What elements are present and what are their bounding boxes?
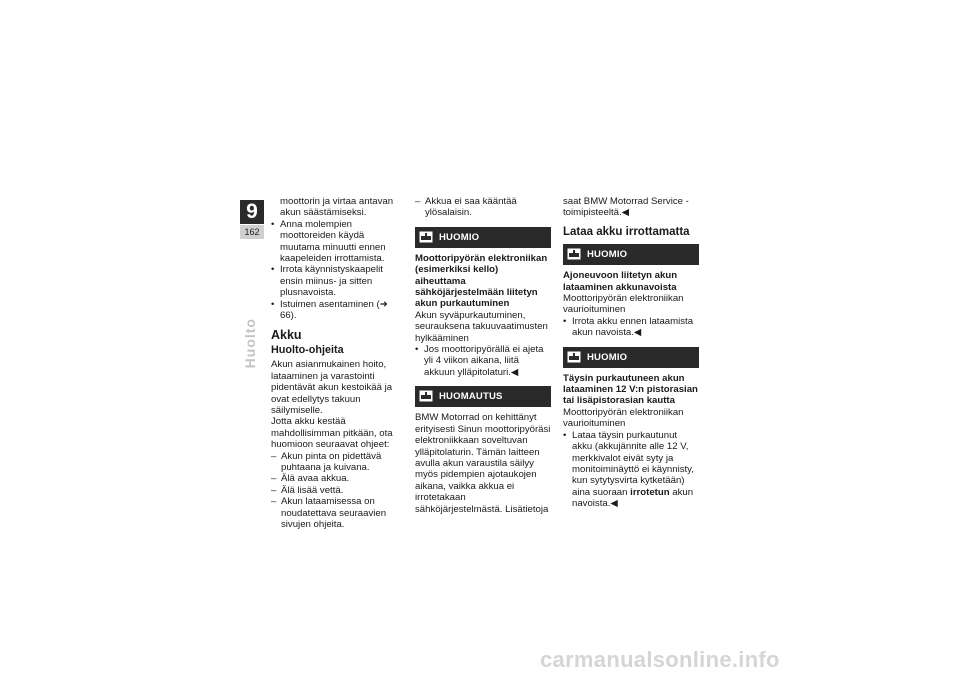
hand-pointer-icon [567, 351, 581, 363]
column-2 [415, 196, 551, 515]
page-number: 162 [240, 225, 264, 239]
list-item [563, 430, 699, 510]
notice-bar [563, 347, 699, 368]
notice-bar [415, 227, 551, 248]
hand-pointer-icon [567, 248, 581, 260]
hand-pointer-icon [419, 390, 433, 402]
list-item: • Irrota akku ennen lataamista akun navoista.◀ [563, 316, 699, 339]
list-item: – Akkua ei saa kääntää ylösalaisin. [415, 196, 551, 219]
section-heading: Akku [271, 328, 302, 343]
continued-text: saat BMW Motorrad Service -toimipisteeltä.◀ [563, 196, 689, 219]
notice-label: HUOMIO [587, 249, 628, 261]
paragraph: Akun asianmukainen hoito, lataaminen ja varastointi pidentävät akun kestoikää ja ovat edellytys takuun säilymiselle. [271, 359, 393, 416]
subsection-heading: Huolto-ohjeita [271, 343, 344, 356]
notice-label: HUOMIO [439, 231, 480, 243]
hand-pointer-icon [419, 231, 433, 243]
notice-label: HUOMAUTUS [439, 391, 503, 403]
notice-text: Moottoripyörän elektroniikan vaurioituminen [563, 406, 684, 430]
section-heading: Lataa akku irrottamatta [563, 225, 690, 238]
notice-label: HUOMIO [587, 351, 628, 363]
list-item-text: Lataa täysin purkautunut akku (akkujännite alle 12 V, merkkivalot eivät syty ja monitoiminäyttö ei käynnisty, kun sytytysvirta kytketään) aina suoraan [572, 429, 694, 498]
column-3 [563, 196, 699, 510]
column-1 [271, 196, 405, 530]
list-item: – Akun pinta on pidettävä puhtaana ja kuivana. [271, 451, 405, 474]
watermark: carmanualsonline.info [540, 647, 780, 672]
list-item: • Anna molempien moottoreiden käydä muutama minuutti ennen kaapeleiden irrottamista. [271, 219, 405, 265]
list-item: – Älä avaa akkua. [271, 473, 405, 484]
notice-text: BMW Motorrad on kehittänyt erityisesti Sinun moottoripyöräsi elektroniikkaan soveltuvan ylläpitolaturin. Tämän laitteen avulla akun varaustila säilyy myös pidempien ajotaukojen aikana, vaikka akkua ei irrotetakaan sähköjärjestelmästä. Lisätietoja [415, 412, 551, 515]
list-item: • Jos moottoripyörällä ei ajeta yli 4 viikon aikana, liitä akkuun ylläpitolaturi.◀ [415, 344, 551, 378]
emphasis-text: irrotetun [630, 486, 670, 498]
chapter-tab [240, 200, 264, 242]
paragraph: Jotta akku kestää mahdollisimman pitkään, ota huomioon seuraavat ohjeet: [271, 416, 393, 451]
list-item: – Älä lisää vettä. [271, 485, 405, 496]
notice-title: Täysin purkautuneen akun lataaminen 12 V:n pistorasian tai lisäpistorasian kautta [563, 372, 698, 407]
continued-text: moottorin ja virtaa antavan akun säästämiseksi. [280, 196, 394, 219]
notice-text: Akun syväpurkautuminen, seurauksena takuuvaatimusten hylkääminen [415, 309, 548, 344]
notice-text: Moottoripyörän elektroniikan vaurioituminen [563, 293, 684, 316]
chapter-number: 9 [240, 200, 264, 224]
list-item: • Istuimen asentaminen (➜ 66). [271, 299, 405, 322]
notice-bar [415, 386, 551, 407]
notice-title: Moottoripyörän elektroniikan (esimerkiksi kello) aiheuttama sähköjärjestelmään liitetyn akun purkautuminen [415, 252, 548, 310]
chapter-title: Huolto [242, 318, 258, 369]
list-item-text: akun navoista.◀ [572, 486, 694, 510]
list-item: • Irrota käynnistyskaapelit ensin miinus- ja sitten plusnavoista. [271, 264, 405, 298]
notice-title: Ajoneuvoon liitetyn akun lataaminen akkunavoista [563, 270, 678, 293]
list-item: – Akun lataamisessa on noudatettava seuraavien sivujen ohjeita. [271, 496, 405, 530]
notice-bar [563, 244, 699, 265]
